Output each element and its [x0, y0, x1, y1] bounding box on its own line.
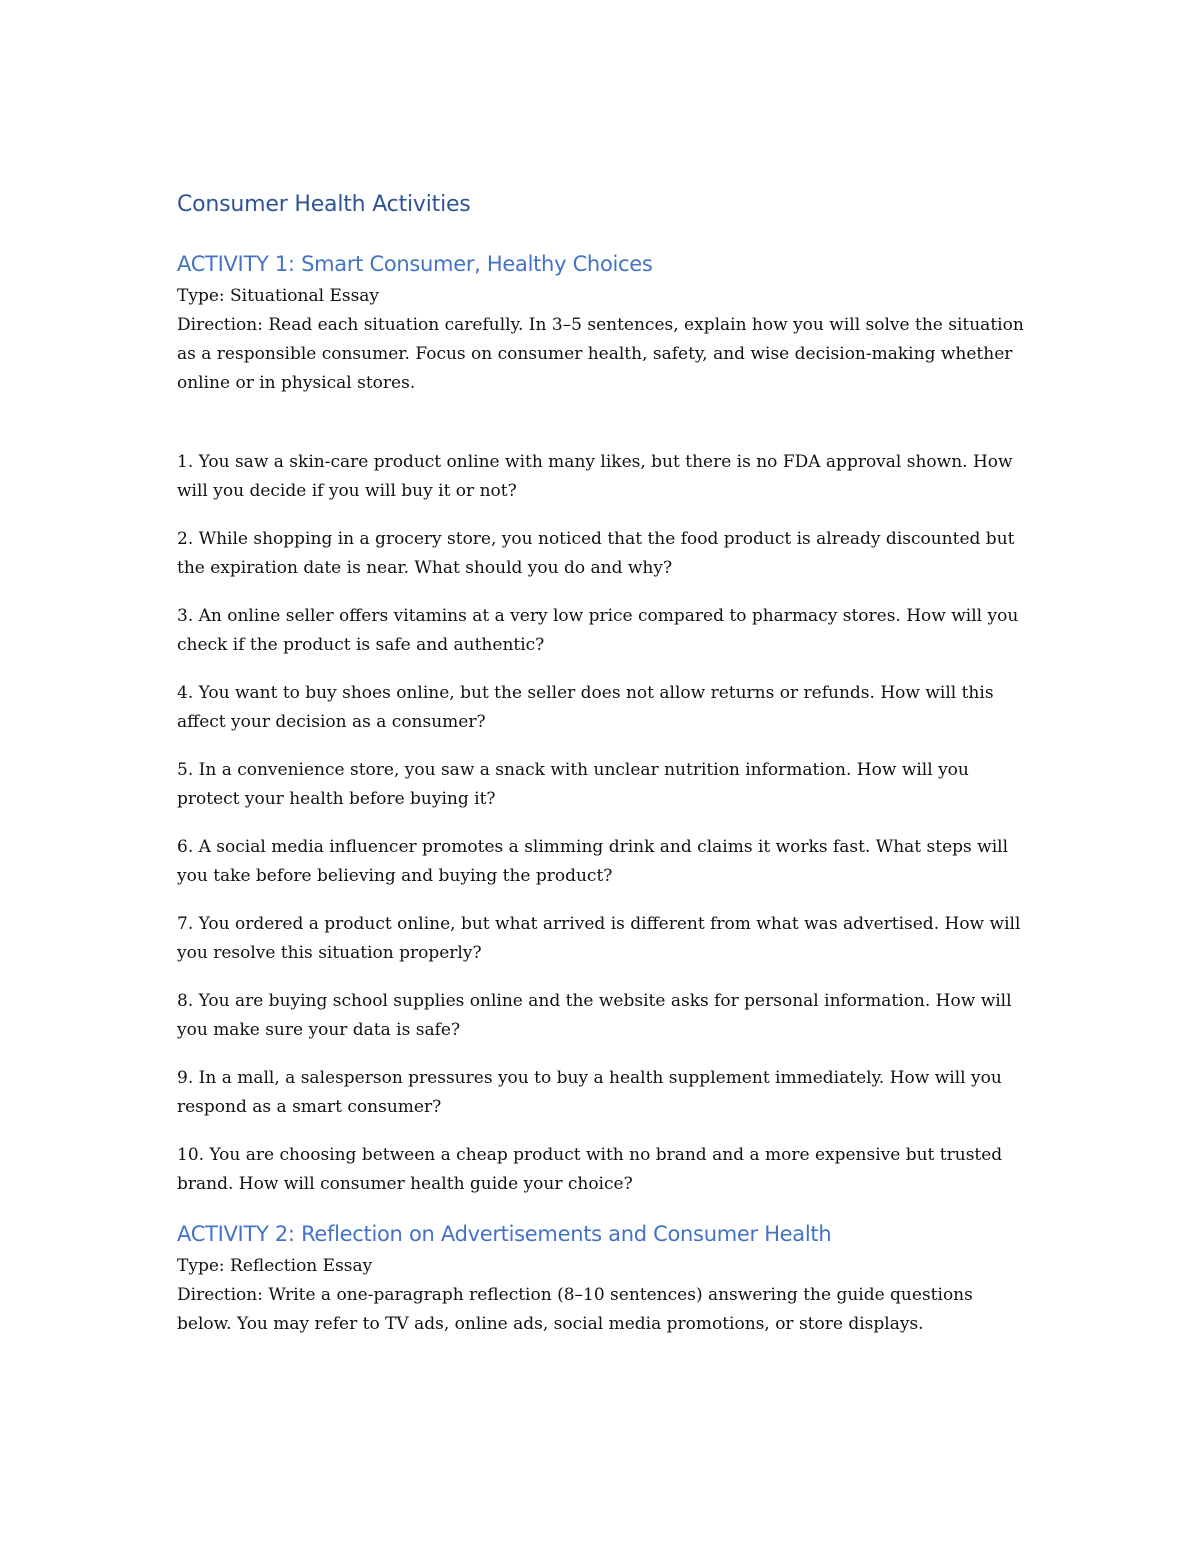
activity-1-section — [177, 248, 1027, 1199]
situation-item-3: 3. An online seller offers vitamins at a very low price compared to pharmacy stores. How will you check if the product is safe and authentic? — [177, 606, 1019, 655]
activity-2-direction: Direction: Write a one-paragraph reflection (8–10 sentences) answering the guide questions below. You may refer to TV ads, online ads, social media promotions, or store displays. — [177, 1285, 973, 1334]
situation-item-4: 4. You want to buy shoes online, but the seller does not allow returns or refunds. How will this affect your decision as a consumer? — [177, 683, 994, 732]
situation-item-5: 5. In a convenience store, you saw a snack with unclear nutrition information. How will you protect your health before buying it? — [177, 760, 969, 809]
situation-item-1: 1. You saw a skin-care product online with many likes, but there is no FDA approval shown. How will you decide if you will buy it or not? — [177, 452, 1013, 501]
activity-1-type: Type: Situational Essay — [177, 286, 380, 306]
situation-item-8: 8. You are buying school supplies online and the website asks for personal information. How will you make sure your data is safe? — [177, 991, 1012, 1040]
document-title: Consumer Health Activities — [177, 192, 471, 217]
activity-2-type: Type: Reflection Essay — [177, 1256, 373, 1276]
activity-2-heading: ACTIVITY 2: Reflection on Advertisements and Consumer Health — [177, 1222, 832, 1246]
situation-item-6: 6. A social media influencer promotes a slimming drink and claims it works fast. What steps will you take before believing and buying the product? — [177, 837, 1009, 886]
situation-item-10: 10. You are choosing between a cheap product with no brand and a more expensive but trusted brand. How will consumer health guide your choice? — [177, 1145, 1003, 1194]
activity-2-section — [177, 1218, 1027, 1339]
situation-list — [177, 448, 1027, 1199]
situation-item-7: 7. You ordered a product online, but what arrived is different from what was advertised. How will you resolve this situation properly? — [177, 914, 1021, 963]
document-content — [177, 188, 1027, 1339]
situation-item-9: 9. In a mall, a salesperson pressures you to buy a health supplement immediately. How will you respond as a smart consumer? — [177, 1068, 1002, 1117]
situation-item-2: 2. While shopping in a grocery store, you noticed that the food product is already discounted but the expiration date is near. What should you do and why? — [177, 529, 1015, 578]
activity-1-heading: ACTIVITY 1: Smart Consumer, Healthy Choices — [177, 252, 653, 276]
activity-1-direction: Direction: Read each situation carefully. In 3–5 sentences, explain how you will solve the situation as a responsible consumer. Focus on consumer health, safety, and wise decision-making whether online or in physical stores. — [177, 315, 1024, 393]
